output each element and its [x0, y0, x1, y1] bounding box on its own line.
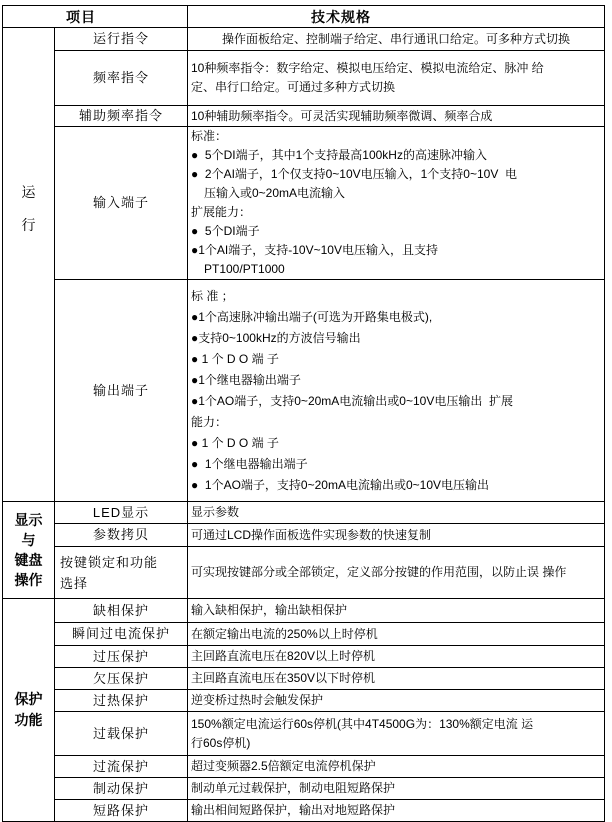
group-label-line: 保护: [14, 691, 43, 707]
spec-line: ●1个高速脉冲输出端子(可选为开路集电极式),: [191, 309, 433, 324]
spec-cell: [188, 778, 604, 799]
item-label: 运行指令: [55, 28, 188, 50]
spec-line: 能力：: [191, 414, 228, 429]
table-row: [55, 502, 604, 523]
spec-line: 可实现按键部分或全部锁定，定义部分按键的作用范围，以防止误 操作: [191, 565, 567, 579]
spec-cell: [188, 106, 604, 126]
group-label-line: 显示: [14, 512, 43, 528]
spec-cell: [188, 28, 604, 50]
header-spec-column: 技术规格: [311, 8, 371, 25]
spec-line: 定、串行口给定。可通过多种方式切换: [191, 80, 396, 94]
spec-cell: [188, 712, 604, 755]
table-row: [55, 523, 604, 546]
spec-line: 在额定输出电流的250%以上时停机: [191, 626, 378, 641]
spec-cell: [188, 599, 604, 622]
spec-line: 超过变频器2.5倍额定电流停机保护: [191, 759, 376, 773]
spec-line: 输入缺相保护，输出缺相保护: [191, 603, 348, 617]
group-label-line: 键盘: [14, 552, 43, 568]
spec-line: 制动单元过载保护，制动电阻短路保护: [191, 781, 396, 795]
spec-line: ● 5个DI端子，其中1个支持最高100kHz的高速脉冲输入: [191, 148, 487, 162]
table-row: [55, 645, 604, 667]
spec-line: ● 5个DI端子: [191, 224, 260, 238]
technical-spec-table: [2, 5, 605, 822]
item-label: 过载保护: [55, 712, 188, 755]
section-rows: [55, 599, 604, 821]
group-label-line: 运: [21, 184, 36, 200]
spec-cell: [188, 547, 604, 598]
spec-line: ●1个AO端子，支持0~20mA电流输出或0~10V电压输出 扩展: [191, 393, 513, 408]
section-operation: [3, 27, 604, 501]
spec-line: ●1个AI端子，支持-10V~10V电压输入，且支持: [191, 243, 438, 257]
spec-cell: [188, 668, 604, 689]
item-label-line: 按键锁定和功能: [60, 554, 159, 570]
spec-line: ●支持0~100kHz的方波信号输出: [191, 330, 361, 345]
item-label: [55, 547, 188, 598]
item-label: 短路保护: [55, 800, 188, 821]
section-rows: [55, 502, 604, 598]
item-label: 瞬间过电流保护: [55, 623, 188, 645]
spec-line: 标准：: [191, 129, 228, 143]
group-label-display-keypad: [3, 502, 55, 598]
spec-line: 扩展能力：: [191, 205, 252, 219]
spec-line: 可通过LCD操作面板选件实现参数的快速复制: [191, 527, 432, 542]
table-row: [55, 50, 604, 105]
table-row: [55, 777, 604, 799]
group-label-line: 与: [21, 532, 36, 548]
item-label: 过流保护: [55, 756, 188, 777]
spec-line: ● 1个继电器输出端子: [191, 456, 308, 471]
spec-cell: [188, 690, 604, 711]
table-row: [55, 622, 604, 645]
spec-cell: [188, 646, 604, 667]
item-label: 辅助频率指令: [55, 106, 188, 126]
spec-line: 操作面板给定、控制端子给定、串行通讯口给定。可多种方式切换: [221, 31, 570, 46]
spec-line: ● 1个AO端子，支持0~20mA电流输出或0~10V电压输出: [191, 477, 489, 492]
table-row: [55, 28, 604, 50]
spec-line: ● 1 个 D O 端 子: [191, 435, 279, 450]
spec-line: 主回路直流电压在350V以下时停机: [191, 671, 376, 685]
spec-cell: [188, 127, 604, 279]
spec-cell: [188, 524, 604, 546]
spec-cell: [188, 756, 604, 777]
table-row: [55, 755, 604, 777]
spec-line: 压输入或0~20mA电流输入: [204, 186, 346, 200]
spec-line: 逆变桥过热时会触发保护: [191, 693, 324, 707]
spec-line: 行60s停机): [191, 735, 251, 750]
item-label: 制动保护: [55, 778, 188, 799]
spec-line: ●1个继电器输出端子: [191, 372, 301, 387]
table-row: [55, 105, 604, 126]
section-rows: [55, 28, 604, 501]
item-label: 缺相保护: [55, 599, 188, 622]
spec-line: 150%额定电流运行60s停机(其中4T4500G为：130%额定电流 运: [191, 716, 534, 731]
spec-line: 标 准 ；: [191, 288, 234, 303]
spec-line: 10种辅助频率指令。可灵活实现辅助频率微调、频率合成: [191, 108, 493, 123]
table-row: [55, 126, 604, 279]
item-label: 过压保护: [55, 646, 188, 667]
section-protection: [3, 598, 604, 821]
header-item-column: 项目: [3, 6, 188, 27]
item-label: 频率指令: [55, 51, 188, 105]
item-label: 参数拷贝: [55, 524, 188, 546]
item-label: 过热保护: [55, 690, 188, 711]
table-row: [55, 667, 604, 689]
spec-line: ● 2个AI端子，1个仅支持0~10V电压输入，1个支持0~10V 电: [191, 167, 518, 181]
table-row: [55, 546, 604, 598]
item-label: 输出端子: [55, 280, 188, 501]
spec-cell: [188, 280, 604, 501]
spec-line: 输出相间短路保护，输出对地短路保护: [191, 803, 396, 817]
table-row: [55, 711, 604, 755]
spec-cell: [188, 502, 604, 523]
table-header-row: [3, 6, 604, 27]
group-label-line: 行: [21, 217, 36, 233]
group-label-line: 操作: [14, 572, 43, 588]
spec-line: 显示参数: [191, 505, 240, 519]
item-label: 输入端子: [55, 127, 188, 279]
group-label-line: 功能: [14, 712, 43, 728]
spec-line: 10种频率指令：数字给定、模拟电压给定、模拟电流给定、脉冲 给: [191, 61, 544, 75]
item-label: LED显示: [55, 502, 188, 523]
spec-line: ● 1 个 D O 端 子: [191, 351, 279, 366]
spec-line: 主回路直流电压在820V以上时停机: [191, 649, 376, 663]
spec-cell: [188, 623, 604, 645]
spec-line: PT100/PT1000: [204, 262, 285, 276]
table-row: [55, 689, 604, 711]
group-label-operation: [3, 28, 55, 501]
group-label-protection: [3, 599, 55, 821]
item-label: 欠压保护: [55, 668, 188, 689]
item-label-line: 选择: [60, 575, 89, 591]
section-display-keypad: [3, 501, 604, 598]
table-row: [55, 599, 604, 622]
table-row: [55, 279, 604, 501]
spec-cell: [188, 51, 604, 105]
